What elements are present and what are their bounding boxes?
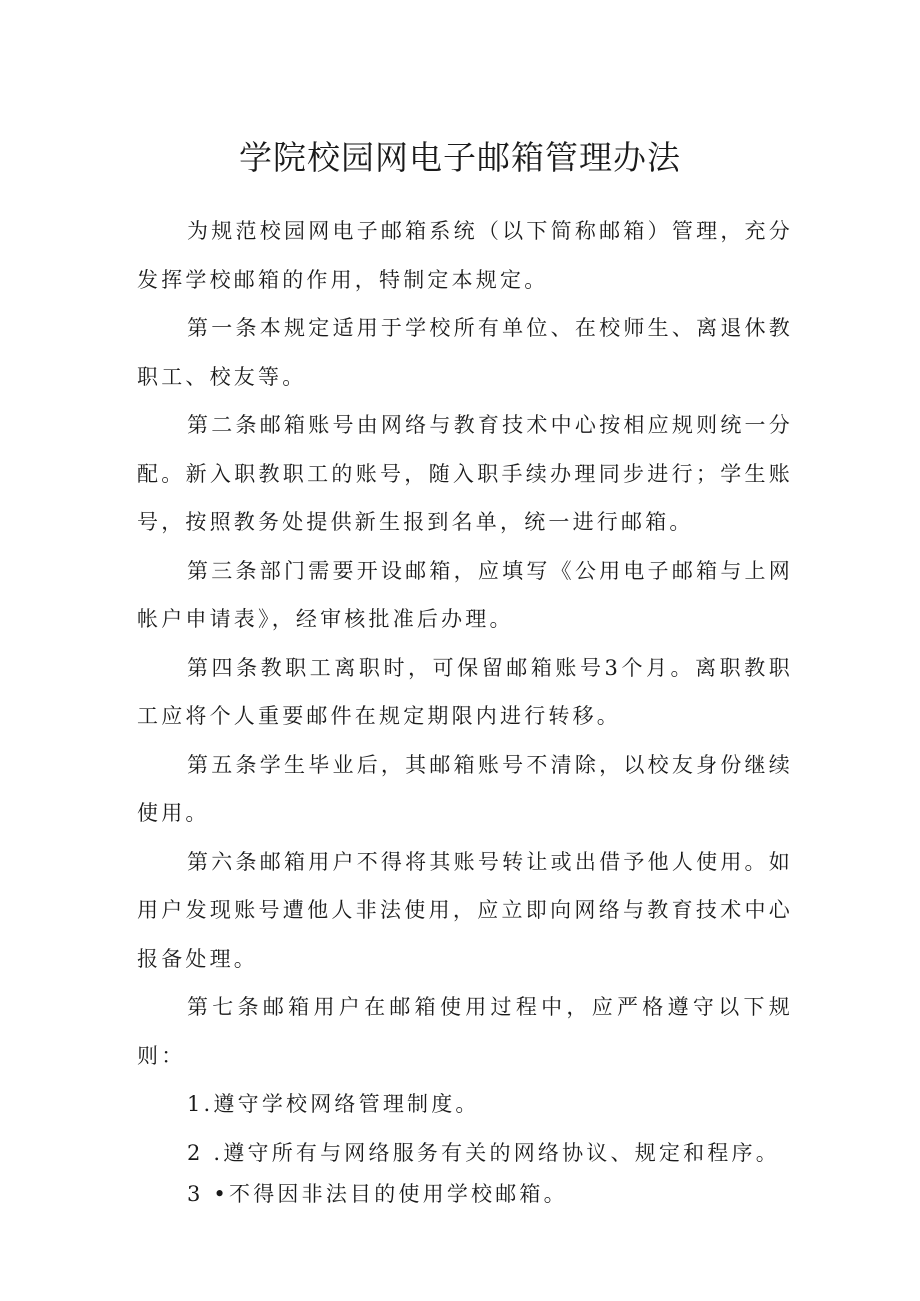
paragraph-article-7: 第七条邮箱用户在邮箱使用过程中，应严格遵守以下规则： [137, 995, 793, 1068]
list-item-3: 3 •不得因非法目的使用学校邮箱。 [187, 1182, 568, 1206]
document-title: 学院校园网电子邮箱管理办法 [239, 138, 681, 177]
paragraph-article-4: 第四条教职工离职时，可保留邮箱账号3个月。离职教职工应将个人重要邮件在规定期限内进行转移。 [137, 655, 793, 728]
paragraph-article-5: 第五条学生毕业后，其邮箱账号不清除，以校友身份继续使用。 [137, 752, 793, 825]
list-item-2: 2 .遵守所有与网络服务有关的网络协议、规定和程序。 [187, 1140, 780, 1165]
paragraph-article-1: 第一条本规定适用于学校所有单位、在校师生、离退休教职工、校友等。 [137, 316, 793, 389]
paragraph-article-6: 第六条邮箱用户不得将其账号转让或出借予他人使用。如用户发现账号遭他人非法使用，应立即向网络与教育技术中心报备处理。 [137, 849, 793, 971]
list-item-1: 1.遵守学校网络管理制度。 [187, 1092, 480, 1116]
paragraph-article-2: 第二条邮箱账号由网络与教育技术中心按相应规则统一分配。新入职教职工的账号，随入职手续办理同步进行；学生账号，按照教务处提供新生报到名单，统一进行邮箱。 [137, 413, 793, 534]
document-body [137, 207, 793, 1211]
paragraph-intro: 为规范校园网电子邮箱系统（以下简称邮箱）管理，充分发挥学校邮箱的作用，特制定本规定。 [137, 219, 793, 292]
paragraph-article-3: 第三条部门需要开设邮箱，应填写《公用电子邮箱与上网帐户申请表》，经审核批准后办理。 [137, 558, 793, 631]
